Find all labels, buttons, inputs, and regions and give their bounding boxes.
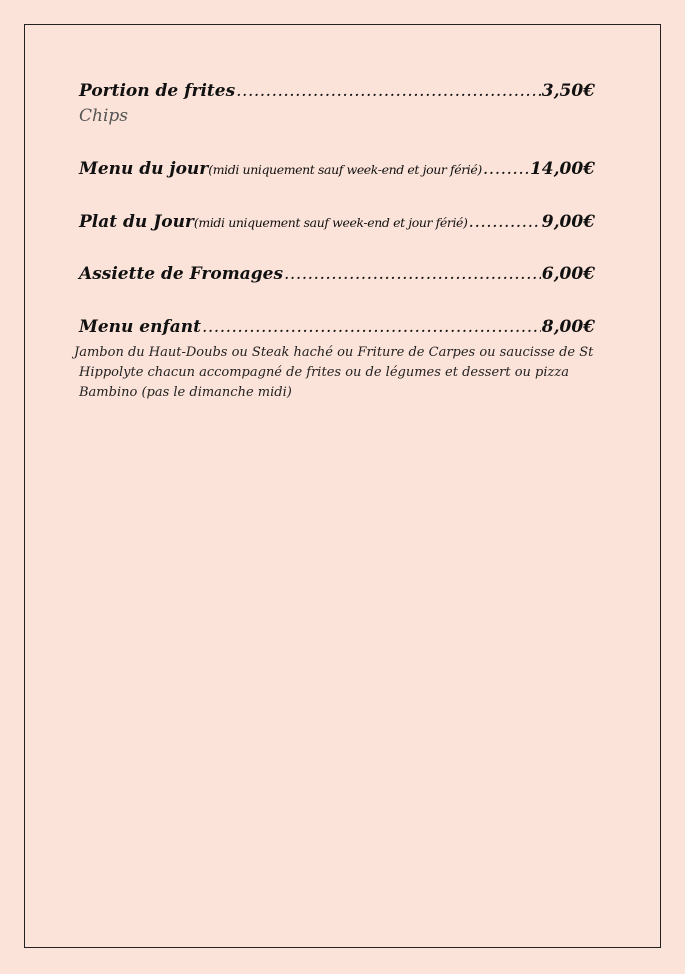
leader-dots — [284, 263, 541, 285]
kids-menu-description — [74, 343, 614, 403]
menu-item-assiette-fromages — [79, 263, 595, 285]
description-line: Hippolyte chacun accompagné de frites ou de légumes et dessert ou pizza — [79, 365, 569, 380]
menu-item-portion-frites — [79, 80, 595, 102]
item-subtitle-chips: Chips — [79, 106, 128, 126]
leader-dots — [236, 80, 541, 102]
item-name: Portion de frites — [79, 81, 236, 101]
description-line: Jambon du Haut-Doubs ou Steak haché ou Friture de Carpes ou saucisse de St — [74, 345, 594, 360]
item-name: Assiette de Fromages — [79, 264, 284, 284]
item-price: 3,50€ — [541, 81, 595, 101]
leader-dots — [202, 316, 541, 338]
item-note: (midi uniquement sauf week-end et jour férié) — [208, 162, 482, 177]
menu-item-menu-enfant — [79, 316, 595, 338]
item-price: 9,00€ — [541, 212, 595, 232]
item-name: Menu du jour — [79, 159, 209, 179]
leader-dots — [469, 211, 541, 233]
description-line: Bambino (pas le dimanche midi) — [79, 385, 292, 400]
leader-dots — [483, 158, 529, 180]
menu-item-plat-du-jour — [79, 211, 595, 234]
item-price: 6,00€ — [541, 264, 595, 284]
item-name: Plat du Jour — [79, 212, 194, 232]
menu-item-menu-du-jour — [79, 158, 595, 181]
item-price: 8,00€ — [541, 317, 595, 337]
item-price: 14,00€ — [529, 159, 595, 179]
item-name: Menu enfant — [79, 317, 201, 337]
item-note: (midi uniquement sauf week-end et jour férié) — [193, 215, 468, 230]
